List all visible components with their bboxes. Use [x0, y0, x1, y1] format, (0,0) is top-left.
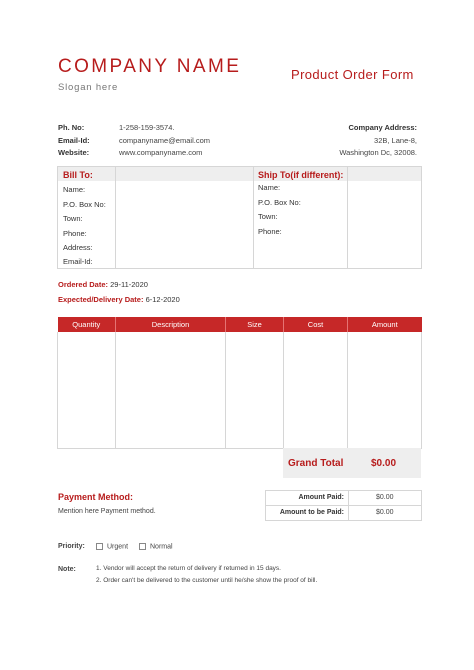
column-header-description: Description — [116, 317, 226, 332]
payment-method-title: Payment Method: — [58, 492, 134, 502]
divider — [115, 167, 116, 268]
email-label: Email-Id: — [58, 136, 90, 145]
description-cell[interactable] — [116, 332, 226, 449]
quantity-cell[interactable] — [58, 332, 116, 449]
column-header-cost: Cost — [284, 317, 348, 332]
expected-date-value[interactable]: 6-12-2020 — [145, 295, 180, 304]
phone-label: Ph. No: — [58, 123, 85, 132]
checkbox[interactable] — [96, 543, 103, 550]
ship-to-town-field[interactable]: Town: — [258, 212, 278, 221]
ordered-date-value[interactable]: 29-11-2020 — [110, 280, 148, 289]
checkbox[interactable] — [139, 543, 146, 550]
company-address-line1: 32B, Lane-8, — [374, 136, 417, 145]
bill-to-name-field[interactable]: Name: — [63, 185, 86, 194]
amount-due-value[interactable]: $0.00 — [376, 509, 394, 516]
note-line-2: 2. Order can't be delivered to the customer until he/she show the proof of bill. — [96, 577, 318, 584]
amount-paid-label: Amount Paid: — [298, 494, 344, 501]
amount-cell[interactable] — [348, 332, 422, 449]
items-table — [57, 317, 422, 449]
divider — [348, 491, 349, 520]
company-name: COMPANY NAME — [58, 56, 242, 77]
divider — [253, 167, 254, 268]
items-table-header — [58, 317, 422, 332]
company-address-label: Company Address: — [348, 123, 417, 132]
priority-normal-option[interactable] — [139, 543, 173, 550]
payment-method-text[interactable]: Mention here Payment method. — [58, 508, 156, 515]
grand-total-label: Grand Total — [288, 458, 344, 469]
ship-to-name-field[interactable]: Name: — [258, 183, 281, 192]
priority-label: Priority: — [58, 543, 85, 550]
amount-paid-value[interactable]: $0.00 — [376, 494, 394, 501]
amount-due-label: Amount to be Paid: — [279, 509, 344, 516]
ship-to-po-box-field[interactable]: P.O. Box No: — [258, 198, 301, 207]
note-line-1: 1. Vendor will accept the return of delivery if returned in 15 days. — [96, 565, 281, 572]
address-box — [57, 166, 422, 269]
priority-urgent-label: Urgent — [107, 543, 129, 551]
priority-urgent-option[interactable] — [96, 543, 128, 550]
slogan: Slogan here — [58, 82, 119, 93]
divider — [347, 167, 348, 268]
divider — [266, 505, 421, 506]
bill-to-po-box-field[interactable]: P.O. Box No: — [63, 200, 106, 209]
ship-to-phone-field[interactable]: Phone: — [258, 227, 282, 236]
address-box-header — [58, 167, 421, 181]
email-value: companyname@email.com — [119, 136, 210, 145]
bill-to-town-field[interactable]: Town: — [63, 214, 83, 223]
column-header-amount: Amount — [348, 317, 422, 332]
website-value: www.companyname.com — [119, 148, 203, 157]
grand-total-value: $0.00 — [371, 458, 397, 469]
expected-date-label: Expected/Delivery Date: — [58, 295, 144, 304]
column-header-quantity: Quantity — [58, 317, 116, 332]
payment-summary-box — [265, 490, 422, 521]
table-row — [58, 332, 422, 449]
website-label: Website: — [58, 148, 90, 157]
ship-to-title: Ship To(if different): — [258, 170, 344, 180]
bill-to-address-field[interactable]: Address: — [63, 243, 93, 252]
expected-date — [58, 295, 180, 304]
ordered-date-label: Ordered Date: — [58, 280, 109, 289]
note-label: Note: — [58, 566, 76, 573]
grand-total-box — [283, 448, 421, 478]
ordered-date — [58, 280, 148, 289]
column-header-size: Size — [226, 317, 284, 332]
bill-to-title: Bill To: — [63, 170, 93, 180]
phone-value: 1-258-159-3574. — [119, 123, 175, 132]
priority-normal-label: Normal — [150, 543, 173, 551]
cost-cell[interactable] — [284, 332, 348, 449]
company-address-line2: Washington Dc, 32008. — [339, 148, 417, 157]
form-title: Product Order Form — [291, 67, 414, 82]
bill-to-phone-field[interactable]: Phone: — [63, 229, 87, 238]
size-cell[interactable] — [226, 332, 284, 449]
bill-to-email-field[interactable]: Email-Id: — [63, 257, 93, 266]
